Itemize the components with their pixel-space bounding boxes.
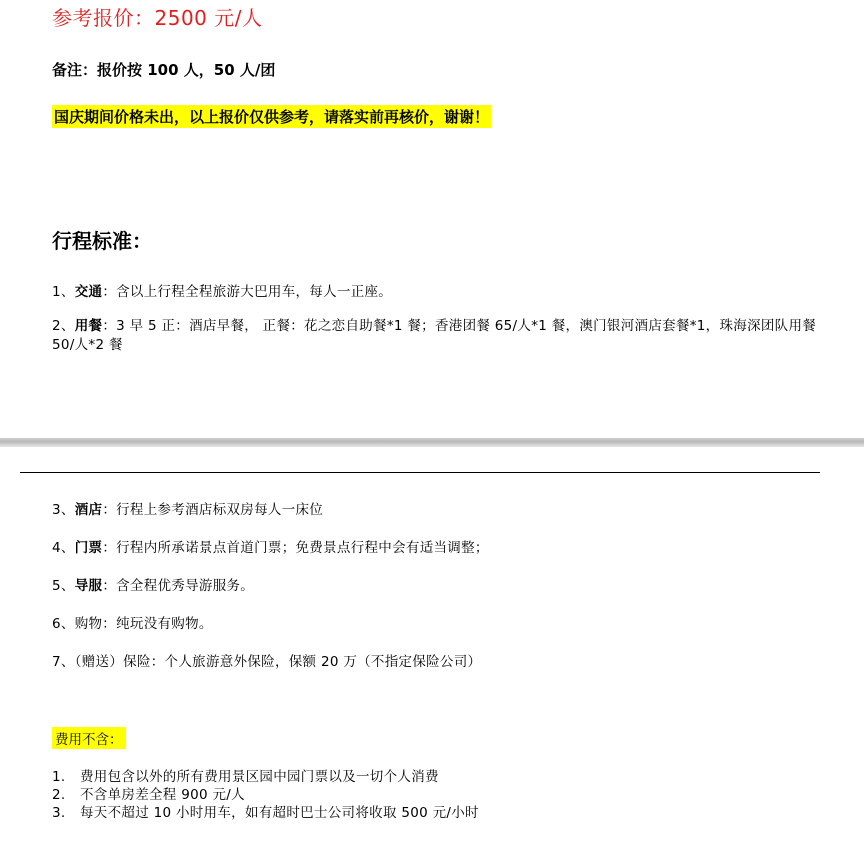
note-line: 备注：报价按 100 人，50 人/团 — [52, 61, 276, 79]
standard-item-hotel — [52, 498, 323, 518]
item-number: 1、 — [52, 284, 75, 300]
exclusion-text: 不含单房差全程 900 元/人 — [80, 787, 245, 803]
item-text: ：行程内所承诺景点首道门票；免费景点行程中会有适当调整； — [102, 540, 489, 556]
price-line: 参考报价：2500 元/人 — [52, 6, 263, 30]
exclusion-text: 每天不超过 10 小时用车，如有超时巴士公司将收取 500 元/小时 — [80, 805, 479, 821]
standard-item-insurance — [52, 650, 481, 670]
standards-title: 行程标准： — [52, 229, 152, 253]
standard-item-guide — [52, 574, 254, 594]
exclusion-item — [52, 783, 245, 803]
item-text: （赠送）保险：个人旅游意外保险，保额 20 万（不指定保险公司） — [74, 654, 482, 670]
exclusion-item — [52, 801, 479, 821]
item-text: 购物：纯玩没有购物。 — [74, 616, 213, 632]
standard-item-shopping — [52, 612, 213, 632]
standard-item-meals — [52, 317, 822, 355]
item-label: 交通 — [74, 284, 103, 300]
item-number: 7、 — [52, 654, 75, 670]
standard-item-tickets — [52, 536, 489, 556]
item-label: 酒店 — [74, 502, 103, 518]
exclusions-title: 费用不含： — [52, 727, 126, 749]
item-text: ：行程上参考酒店标双房每人一床位 — [102, 502, 324, 518]
exclusion-number: 2. — [52, 787, 66, 803]
item-label: 导服 — [74, 578, 103, 594]
price-warning: 国庆期间价格未出，以上报价仅供参考，请落实前再核价，谢谢！ — [52, 105, 491, 128]
item-number: 4、 — [52, 540, 75, 556]
exclusion-item — [52, 765, 439, 785]
item-label: 门票 — [74, 540, 103, 556]
exclusion-number: 3. — [52, 805, 66, 821]
item-number: 5、 — [52, 578, 75, 594]
item-text: ：3 早 5 正：酒店早餐， 正餐：花之恋自助餐*1 餐；香港团餐 65/人*1 餐，澳门银河酒店套餐*1，珠海深团队用餐 50/人*2 餐 — [52, 318, 817, 353]
item-label: 用餐 — [74, 318, 103, 334]
item-number: 6、 — [52, 616, 75, 632]
standard-item-transport — [52, 280, 392, 300]
item-text: ：含全程优秀导游服务。 — [102, 578, 255, 594]
item-text: ：含以上行程全程旅游大巴用车，每人一正座。 — [102, 284, 393, 300]
exclusion-number: 1. — [52, 769, 66, 785]
horizontal-rule — [20, 472, 820, 473]
page-break — [0, 438, 864, 447]
item-number: 3、 — [52, 502, 75, 518]
item-number: 2、 — [52, 318, 75, 334]
exclusion-text: 费用包含以外的所有费用景区园中园门票以及一切个人消费 — [80, 769, 439, 785]
